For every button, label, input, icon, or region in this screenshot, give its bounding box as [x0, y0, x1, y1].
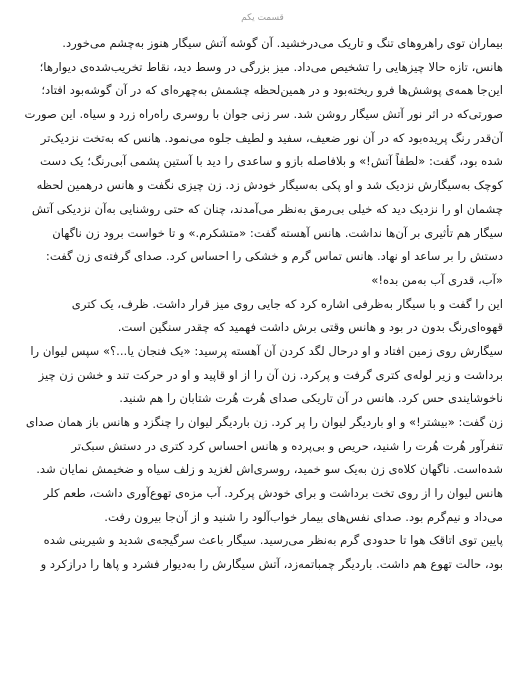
text-line: می‌داد و نیم‌گرم بود. صدای نفس‌های بیمار خواب‌آلود را شنید و از آن‌جا بیرون رفت.: [104, 509, 503, 524]
text-line: بود، حالت تهوع هم داشت. باردیگر چمباتمه‌زد، آتش سیگارش را به‌دیوار فشرد و پاها را درازکرد و: [40, 557, 503, 572]
text-line: سیگارش روی زمین افتاد و او درحال لگد کردن آن آهسته پرسید: «یک فنجان یا...؟» سپس لیوان را: [30, 343, 503, 358]
text-line: زن گفت: «بیشتر!» و او باردیگر لیوان را پر کرد. زن باردیگر لیوان را چنگزد و هانس باز همان صدای: [25, 415, 503, 429]
text-line: شده‌است. ناگهان کلاه‌ی زن به‌یک سو خمید، روسری‌اش لغزید و زلف سیاه و ضخیمش نمایان شد.: [36, 462, 503, 477]
text-line: هانس لیوان را از روی تخت برداشت و برای خودش پرکرد. آب مزه‌ی تهوع‌آوری داشت، طعم کلر: [43, 486, 503, 501]
text-line: «آب، قدری آب به‌من بده!»: [371, 272, 503, 287]
text-line: ناخوشایندی حس کرد. هانس در آن تاریکی صدای هُرت هُرت شتابان را هم شنید.: [119, 391, 503, 406]
text-line: این را گفت و با سیگار به‌ظرفی اشاره کرد که جایی روی میز قرار داشت. ظرف، یک کتری: [71, 296, 503, 311]
text-line: پایین توی اتاقک هوا تا حدودی گرم به‌نظر می‌رسید. سیگار باعث سرگیجه‌ی شدید و شیرینی شده: [43, 533, 503, 548]
text-line: برداشت و زیر لوله‌ی کتری گرفت و پرکرد. زن آن را از او قاپید و او در حرکت تند و خشن زن چیز: [38, 367, 503, 382]
text-line: کوچک به‌سیگارش نزدیک شد و او پکی به‌سیگار خودش زد. زن چیزی نگفت و هانس درهمین لحظه: [36, 178, 503, 193]
text-line: چشمان او را نزدیک دید که خیلی بی‌رمق به‌نظر می‌آمدند، چنان که حتی روشنایی به‌آن نزدیکی آتش: [31, 201, 503, 216]
text-line: هانس، تازه حالا چیزهایی را تشخیص می‌داد. میز بزرگی در وسط دید، نقاط تخریب‌شده‌ی دیوارها؛: [39, 59, 503, 74]
text-line: شده بود، گفت: «لطفاً آتش!» و بلافاصله بازو و ساعدی را دید با آستین پشمی آبی‌رنگ؛ یک دست: [39, 154, 503, 169]
text-line: آن‌قدر رنگ پریده‌بود که در آن نور ضعیف، سفید و لطیف جلوه می‌نمود. هانس که به‌تخت نزدیک‌تر: [40, 130, 503, 145]
body-text: [22, 32, 503, 577]
text-line: این‌جا همه‌ی پوشش‌ها فرو ریخته‌بود و در همین‌لحظه چشمش به‌چهره‌ای که در آن گوشه‌بود افتاد؛: [41, 83, 503, 98]
text-line: سیگار هم تأثیری بر آن‌ها نداشت. هانس آهسته گفت: «متشکرم.» و تا خواست برود زن ناگهان: [52, 225, 503, 240]
text-line: قهوه‌ای‌رنگ بدون در بود و هانس وقتی برش داشت فهمید که چقدر سنگین است.: [117, 320, 503, 335]
text-line: بیماران توی راهروهای تنگ و تاریک می‌درخشید. آن گوشه آتش سیگار هنوز به‌چشم می‌خورد.: [62, 36, 503, 50]
text-line: تنفرآور هُرت هُرت را شنید، حریص و بی‌پرده و هانس احساس کرد کتری در دستش سبک‌تر: [71, 438, 503, 453]
page-header: قسمت یکم: [241, 13, 284, 23]
text-line: دستش را بر ساعد او نهاد. هانس تماس گرم و خشکی را احساس کرد. صدای گرفته‌ی زن گفت:: [45, 249, 503, 264]
text-line: صورتی‌که در اثر نور آتش سیگار روشن شد. سر زنی جوان با روسری راه‌راه زرد و سیاه. این صورت: [24, 107, 503, 122]
